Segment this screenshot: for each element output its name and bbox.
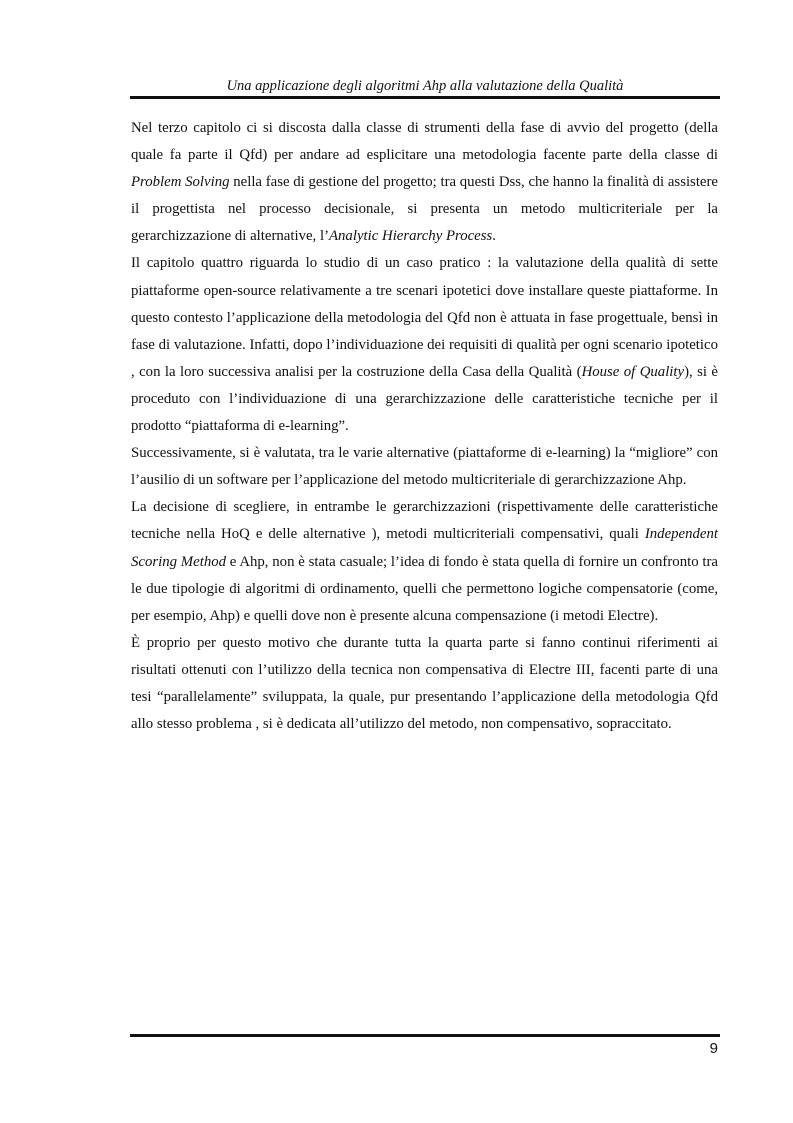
running-header: Una applicazione degli algoritmi Ahp alla valutazione della Qualità [226, 78, 624, 94]
paragraph-1-italic-b: Analytic Hierarchy Process [329, 228, 493, 245]
footer-rule [130, 1034, 720, 1037]
header-rule [130, 96, 720, 99]
paragraph-1-italic-a: Problem Solving [131, 174, 230, 191]
paragraph-3-text-a: Successivamente, si è valutata, tra le varie alternative (piattaforme di e-learning) la “migliore” con l’ausilio di un software per l’applicazione del metodo multicriteriale di gerarchizzazione Ahp. [131, 445, 718, 489]
paragraph-1-text-b: nella fase di gestione del progetto; tra questi Dss, che hanno la finalità di assistere il progettista nel processo decisionale, si presenta un metodo multicriteriale per la gerarchizzazione di alternative, l’ [131, 174, 718, 245]
page-number: 9 [709, 1040, 718, 1057]
paragraph-1-text-c: . [492, 228, 496, 245]
paragraph-5-text-a: È proprio per questo motivo che durante tutta la quarta parte si fanno continui riferimenti ai risultati ottenuti con l’utilizzo della tecnica non compensativa di Electre III, facenti parte di una tesi “parallelamente” sviluppata, la quale, pur presentando l’applicazione della metodologia Qfd allo stesso problema , si è dedicata all’utilizzo del metodo, non compensativo, sopraccitato. [131, 634, 718, 733]
paragraph-4-italic-a: Independent Scoring Method [131, 526, 718, 570]
paragraph-4-text-a: La decisione di scegliere, in entrambe le gerarchizzazioni (rispettivamente delle caratteristiche tecniche nella HoQ e delle alternative ), metodi multicriteriali compensativi, quali [131, 499, 718, 543]
paragraph-2-text-b: ), si è proceduto con l’individuazione di una gerarchizzazione delle caratteristiche tecniche per il prodotto “piattaforma di e-learning”. [131, 363, 718, 435]
paragraph-3 [131, 440, 718, 494]
paragraph-5 [131, 630, 718, 738]
body-text [131, 115, 718, 738]
paragraph-4 [131, 494, 718, 629]
paragraph-1 [131, 115, 718, 250]
paragraph-1-text-a: Nel terzo capitolo ci si discosta dalla classe di strumenti della fase di avvio del progetto (della quale fa parte il Qfd) per andare ad esplicitare una metodologia facente parte della classe di [131, 120, 718, 164]
paragraph-2-italic-a: House of Quality [581, 363, 685, 380]
paragraph-2 [131, 250, 718, 440]
paragraph-2-text-a: Il capitolo quattro riguarda lo studio di un caso pratico : la valutazione della qualità di sette piattaforme open-source relativamente a tre scenari ipotetici dove installare queste piattaforme. In questo contesto l’applicazione della metodologia del Qfd non è attuata in fase progettuale, bensì in fase di valutazione. Infatti, dopo l’individuazione dei requisiti di qualità per ogni scenario ipotetico , con la loro successiva analisi per la costruzione della Casa della Qualità ( [131, 255, 718, 380]
paragraph-4-text-b: e Ahp, non è stata casuale; l’idea di fondo è stata quella di fornire un confronto tra le due tipologie di algoritmi di ordinamento, quelli che permettono logiche compensatorie (come, per esempio, Ahp) e quelli dove non è presente alcuna compensazione (i metodi Electre). [131, 553, 718, 624]
